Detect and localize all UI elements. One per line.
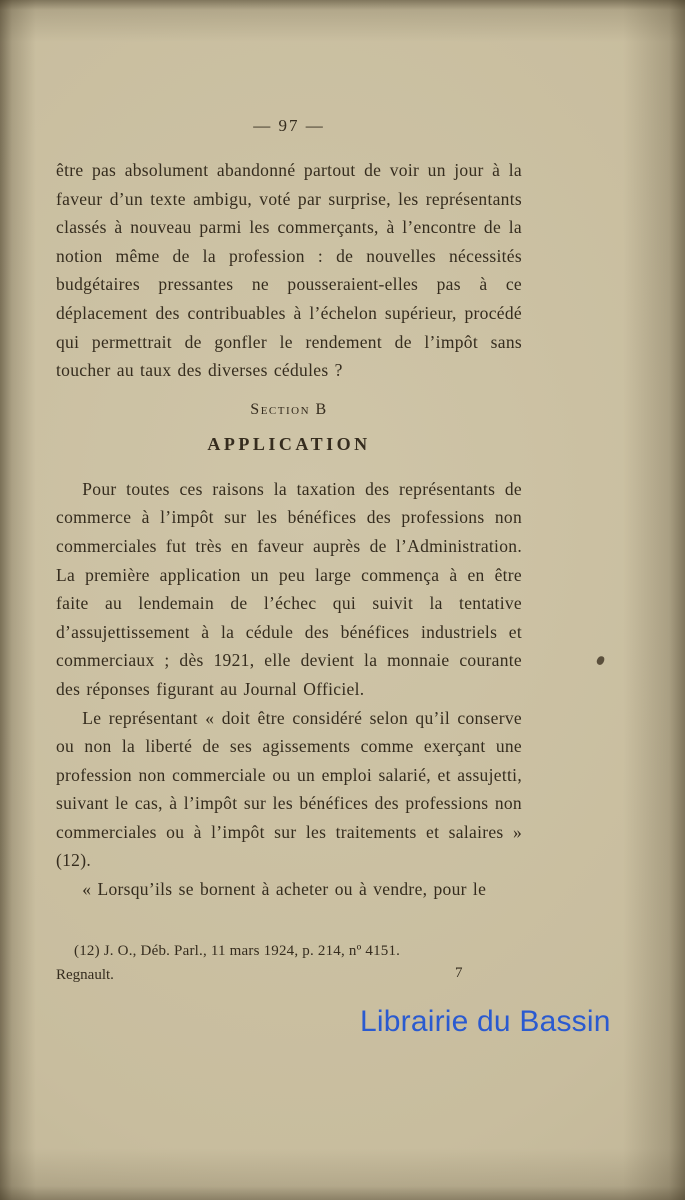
page-number: — 97 — bbox=[253, 116, 325, 135]
body-paragraph-continuation: être pas absolument abandonné partout de voir un jour à la faveur d’un texte ambigu, voté par surprise, les représentants classés à nouveau parmi les commerçants, à l’encontre de la notion même de la profession : de nouvelles nécessités budgétaires pressantes ne pousseraient-elles pas à ce déplacement des contribuables à l’échelon supérieur, procédé qui permettrait de gonfler le rendement de l’impôt sans toucher au taux des diverses cédules ? bbox=[56, 160, 522, 381]
section-heading: APPLICATION bbox=[207, 433, 371, 454]
body-paragraph: Pour toutes ces raisons la taxation des représentants de commerce à l’impôt sur les bénéfices des professions non commerciales fut très en faveur auprès de l’Administration. La première application un peu large commença à en être faite au lendemain de l’échec qui suivit la tentative d’assujettissement à la cédule des bénéfices industriels et commerciaux ; dès 1921, elle devient la monnaie courante des réponses figurant au Journal Officiel. bbox=[56, 478, 522, 699]
scan-speck bbox=[596, 655, 605, 666]
bookseller-watermark: Librairie du Bassin bbox=[360, 1005, 611, 1038]
footnote: (12) J. O., Déb. Parl., 11 mars 1924, p. 214, nº 4151. bbox=[74, 942, 401, 959]
signature-row bbox=[56, 964, 522, 984]
body-paragraph: Le représentant « doit être considéré selon qu’il conserve ou non la liberté de ses agissements comme exerçant une profession non commerciale ou un emploi salarié, et assujetti, suivant le cas, à l’impôt sur les bénéfices des professions non commerciales ou à l’impôt sur les traitements et salaires » (12). bbox=[56, 707, 522, 871]
section-label: Section B bbox=[250, 400, 328, 418]
body-paragraph: « Lorsqu’ils se bornent à acheter ou à vendre, pour le bbox=[82, 879, 487, 900]
text-block bbox=[56, 156, 522, 984]
author-signature: Regnault. bbox=[56, 966, 114, 983]
sheet-mark: 7 bbox=[455, 964, 463, 981]
